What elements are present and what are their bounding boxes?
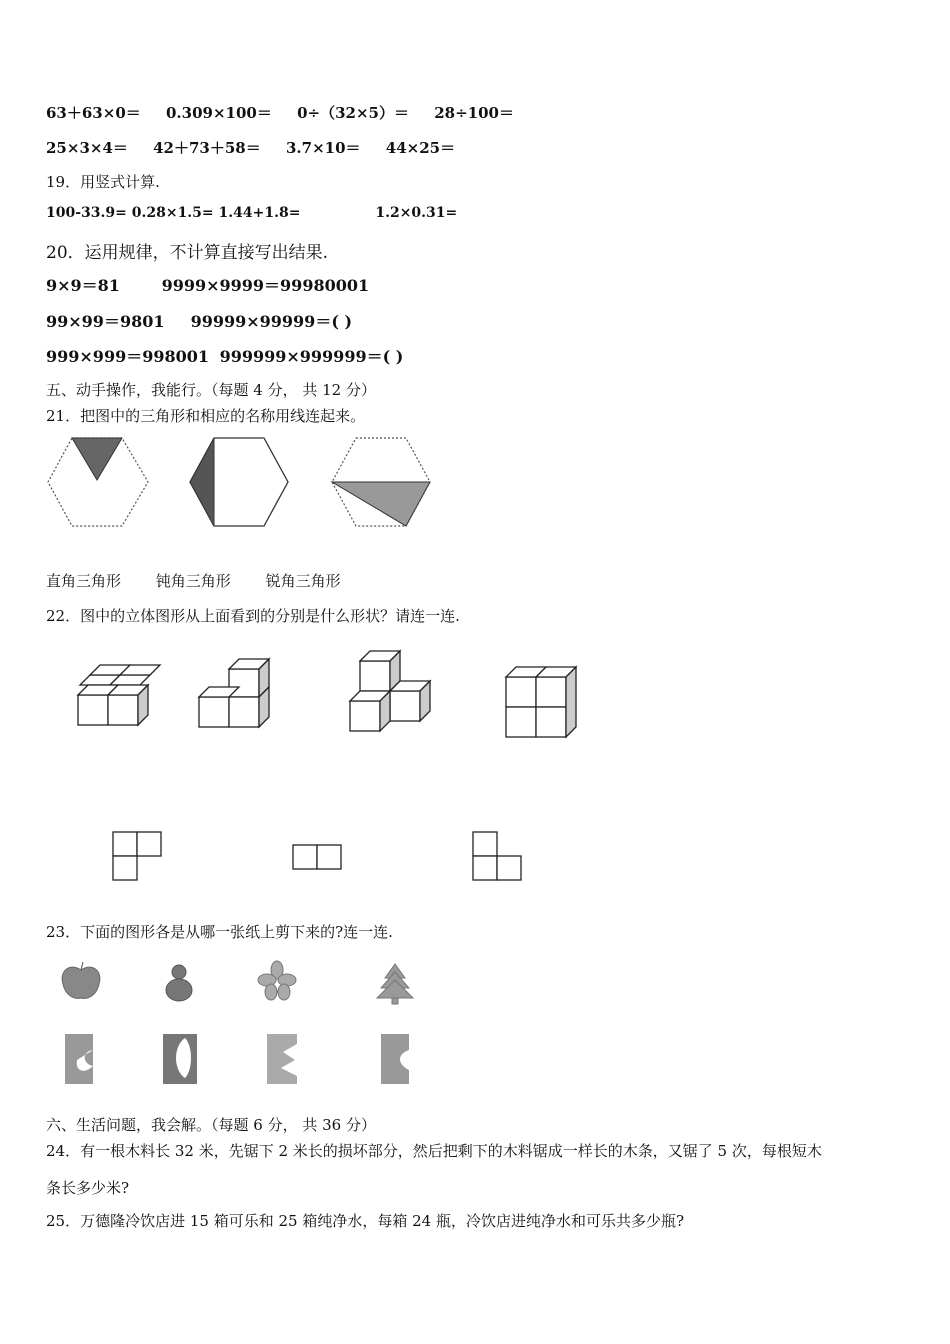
hexagon-figure-1 [48,438,148,526]
section-5-title: 五、动手操作，我能行。（每题 4 分， 共 12 分） [46,381,376,399]
q20-right: 999999×999999＝( ) [219,347,404,366]
q22-title: 22．图中的立体图形从上面看到的分别是什么形状？请连一连. [46,607,460,625]
top-view-1 [113,832,161,880]
top-view-3 [473,832,521,880]
q18-item: 28÷100＝ [434,104,514,122]
q19-items [46,205,457,221]
cube-solids [70,645,590,745]
q18-item: 3.7×10＝ [285,139,361,157]
q20-row [46,273,369,296]
flower-cutout [258,961,296,1000]
q23-title: 23．下面的图形各是从哪一张纸上剪下来的?连一连. [46,923,393,941]
q18-row-1 [46,102,514,123]
q18-item: 63＋63×0＝ [46,104,141,122]
tree-cutout [377,964,413,1004]
q20-left: 9×9＝81 [46,276,120,295]
q19-item-b: 1.2×0.31= [375,205,458,221]
q24-line-1: 24．有一根木料长 32 米，先锯下 2 米长的损坏部分，然后把剩下的木料锯成一样长的木条，又锯了 5 次，每根短木 [46,1142,822,1160]
q18-item: 42＋73＋58＝ [153,139,261,157]
solid-2 [199,659,269,727]
top-view-2 [293,845,341,869]
solid-3 [350,651,430,731]
solid-1 [78,665,160,725]
q20-left: 99×99＝9801 [46,312,165,331]
solid-4 [506,667,576,737]
q24-line-2: 条长多少米? [46,1179,130,1197]
top-views [105,828,535,888]
hexagon-figure-3 [332,438,430,526]
q20-row [46,344,403,367]
paper-sheet-3 [267,1034,297,1084]
hexagon-figures [44,432,444,532]
hexagon-figure-2 [190,438,288,526]
section-6-title: 六、生活问题，我会解。（每题 6 分， 共 36 分） [46,1116,376,1134]
apple-cutout [62,962,100,998]
label-right-triangle: 直角三角形 [46,572,122,590]
q25-text: 25．万德隆冷饮店进 15 箱可乐和 25 箱纯净水，每箱 24 瓶，冷饮店进纯净水和可乐共多少瓶? [46,1212,685,1230]
q20-left: 999×999＝998001 [46,347,210,366]
gourd-cutout [166,965,192,1001]
label-obtuse-triangle: 钝角三角形 [155,572,231,590]
q19-title: 19．用竖式计算. [46,173,160,191]
q19-items-a: 100-33.9= 0.28×1.5= 1.44+1.8= [46,205,301,221]
q20-right: 99999×99999＝( ) [190,312,353,331]
q20-row [46,309,352,332]
paper-sheet-2 [163,1034,197,1084]
q18-row-2 [46,137,455,158]
cutout-shapes [55,958,435,1008]
q18-item: 0÷（32×5）＝ [297,104,409,122]
q21-title: 21．把图中的三角形和相应的名称用线连起来。 [46,407,366,425]
label-acute-triangle: 锐角三角形 [265,572,341,590]
q18-item: 44×25＝ [385,139,456,157]
q21-labels [46,570,371,591]
paper-sheet-4 [381,1034,409,1084]
paper-sheets [55,1030,435,1090]
q20-title: 20．运用规律，不计算直接写出结果. [46,243,329,263]
paper-sheet-1 [65,1034,93,1084]
q18-item: 0.309×100＝ [166,104,272,122]
q18-item: 25×3×4＝ [46,139,128,157]
q20-right: 9999×9999＝99980001 [161,276,370,295]
